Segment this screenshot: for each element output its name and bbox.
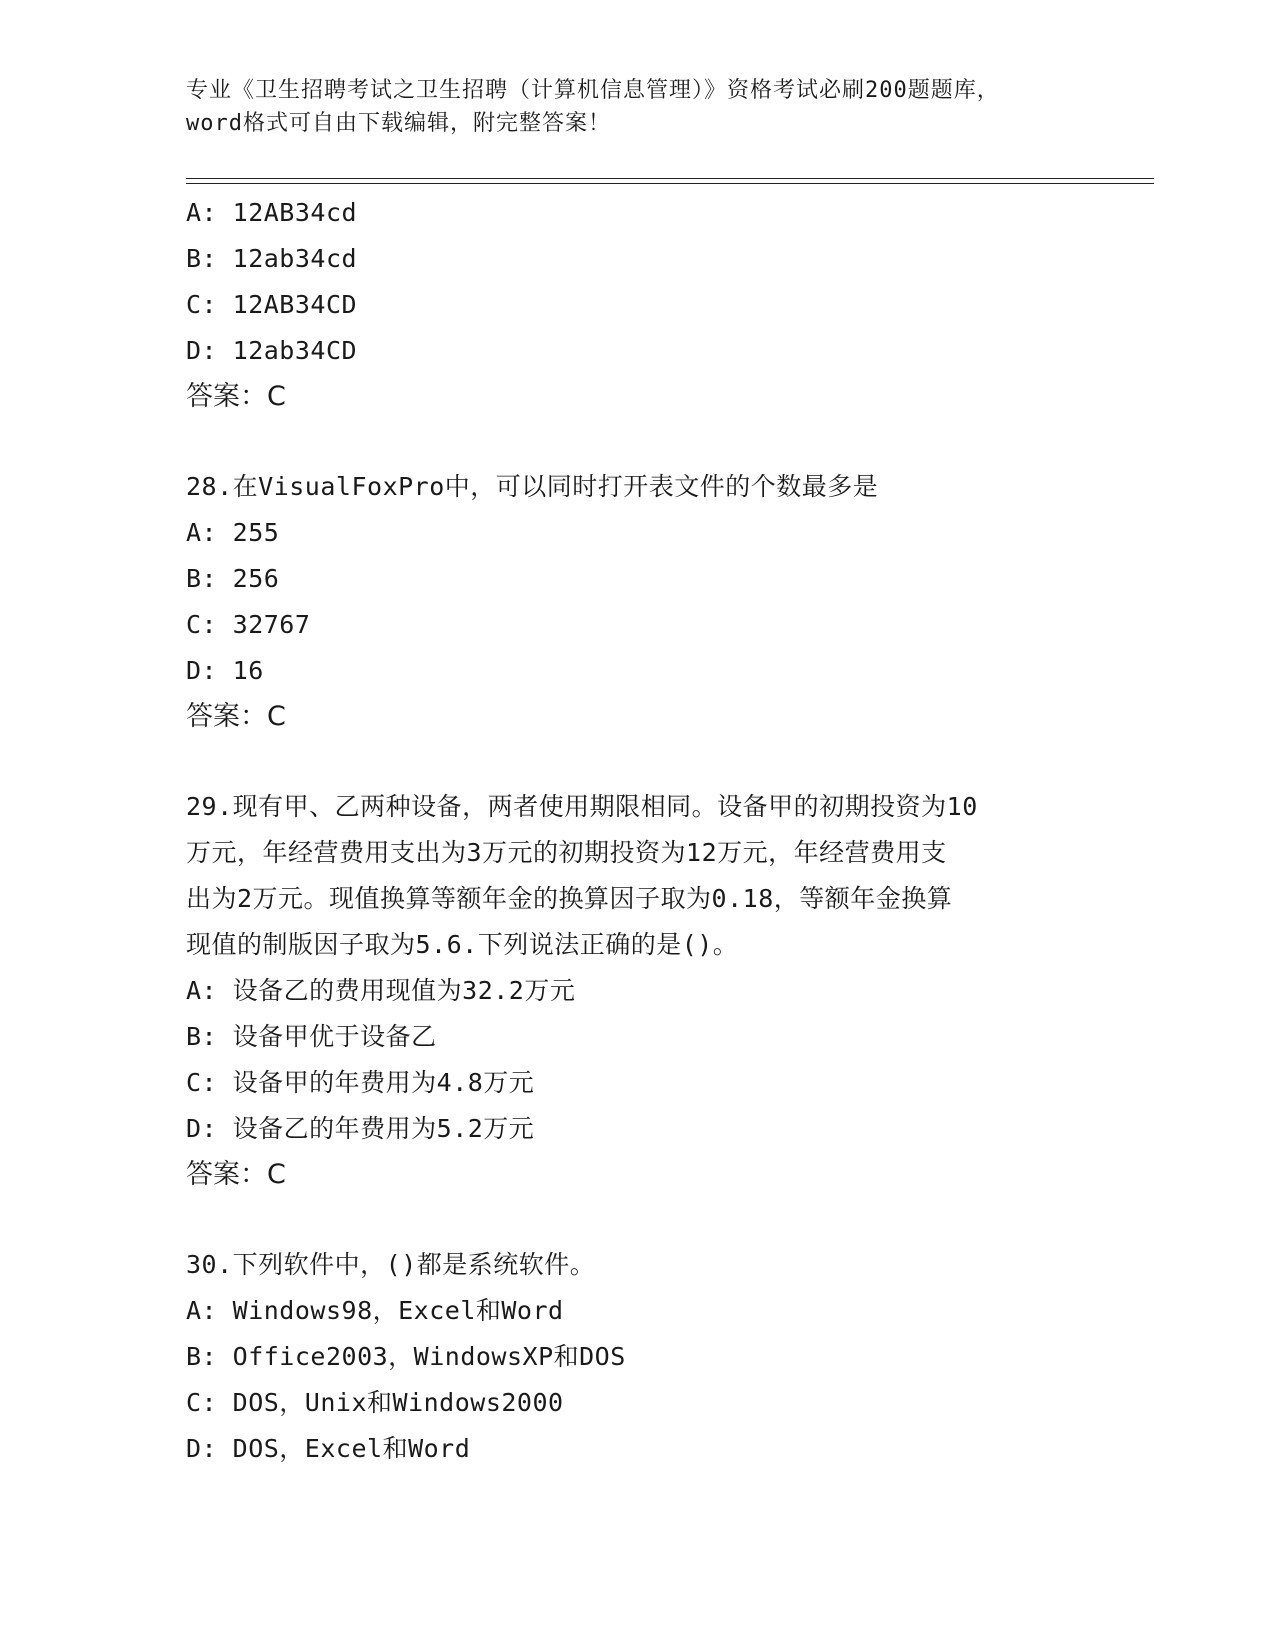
option-b: B: Office2003，WindowsXP和DOS — [186, 1342, 626, 1371]
header-rule-top — [186, 178, 1154, 179]
answer: 答案：C — [186, 1159, 286, 1190]
question-line-3: 出为2万元。现值换算等额年金的换算因子取为0.18，等额年金换算 — [186, 884, 953, 913]
question-list — [186, 190, 1086, 1472]
question-text: 30.下列软件中，()都是系统软件。 — [186, 1250, 596, 1279]
header-line-1: 专业《卫生招聘考试之卫生招聘（计算机信息管理）》资格考试必刷200题题库， — [186, 78, 1000, 103]
question-27 — [186, 190, 1086, 420]
question-line-2: 万元，年经营费用支出为3万元的初期投资为12万元，年经营费用支 — [186, 838, 947, 867]
question-text: 28.在VisualFoxPro中，可以同时打开表文件的个数最多是 — [186, 472, 879, 501]
option-a: A: 12AB34cd — [186, 198, 358, 227]
option-a: A: 设备乙的费用现值为32.2万元 — [186, 976, 576, 1005]
option-b: B: 256 — [186, 564, 280, 593]
option-a: A: 255 — [186, 518, 280, 547]
header-rule-bottom — [186, 183, 1154, 184]
option-d: D: 设备乙的年费用为5.2万元 — [186, 1114, 535, 1143]
header-line-2: word格式可自由下载编辑，附完整答案！ — [186, 111, 611, 136]
option-d: D: 16 — [186, 656, 264, 685]
option-c: C: DOS，Unix和Windows2000 — [186, 1388, 564, 1417]
option-c: C: 设备甲的年费用为4.8万元 — [186, 1068, 535, 1097]
question-text — [186, 784, 1086, 968]
answer: 答案：C — [186, 381, 286, 412]
answer: 答案：C — [186, 701, 286, 732]
option-d: D: 12ab34CD — [186, 336, 358, 365]
question-30 — [186, 1242, 1086, 1472]
question-29 — [186, 784, 1086, 1198]
document-header — [186, 74, 1086, 140]
question-line-4: 现值的制版因子取为5.6.下列说法正确的是()。 — [186, 930, 739, 959]
option-b: B: 设备甲优于设备乙 — [186, 1022, 437, 1051]
option-a: A: Windows98，Excel和Word — [186, 1296, 564, 1325]
question-line-1: 29.现有甲、乙两种设备，两者使用期限相同。设备甲的初期投资为10 — [186, 792, 978, 821]
option-c: C: 32767 — [186, 610, 311, 639]
option-c: C: 12AB34CD — [186, 290, 358, 319]
option-d: D: DOS，Excel和Word — [186, 1434, 471, 1463]
question-28 — [186, 464, 1086, 740]
option-b: B: 12ab34cd — [186, 244, 358, 273]
